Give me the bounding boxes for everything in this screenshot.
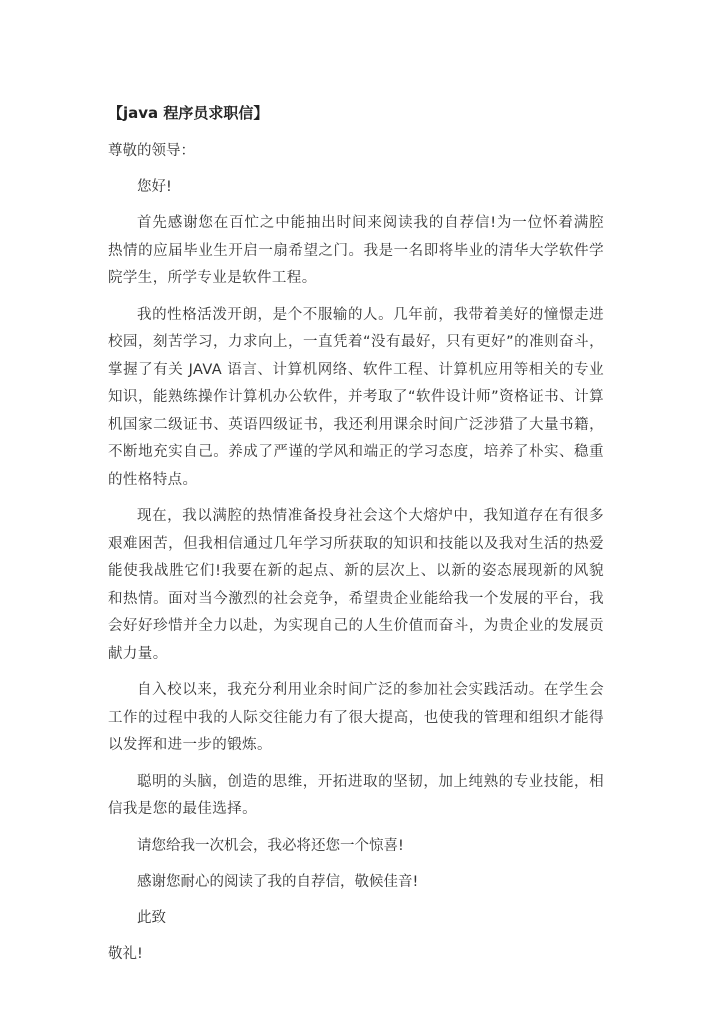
thanks-line: 感谢您耐心的阅读了我的自荐信，敬候佳音! (137, 873, 419, 890)
letter-page (108, 100, 604, 967)
salutation: 尊敬的领导： (108, 143, 195, 159)
paragraph-aspiration: 现在，我以满腔的热情准备投身社会这个大熔炉中，我知道存在有很多艰难困苦，但我相信通过几年学习所获取的知识和技能以及我对生活的热爱能使我战胜它们!我要在新的起点、新的层次上、以新的姿态展现新的风貌和热情。面对当今激烈的社会竞争，希望贵企业能给我一个发展的平台，我会好好珍惜并全力以赴，为实现自己的人生价值而奋斗，为贵企业的发展贡献力量。 (108, 508, 604, 662)
paragraph-activities: 自入校以来，我充分利用业余时间广泛的参加社会实践活动。在学生会工作的过程中我的人际交往能力有了很大提高，也使我的管理和组织才能得以发挥和进一步的锻炼。 (108, 682, 604, 753)
greeting: 您好! (137, 179, 172, 195)
paragraph-intro: 首先感谢您在百忙之中能抽出时间来阅读我的自荐信!为一位怀着满腔热情的应届毕业生开启一扇希望之门。我是一名即将毕业的清华大学软件学院学生，所学专业是软件工程。 (108, 215, 604, 286)
letter-title: 【java 程序员求职信】 (108, 104, 269, 122)
request-line: 请您给我一次机会，我必将还您一个惊喜! (137, 837, 404, 854)
closing-jing-li: 敬礼! (108, 945, 143, 962)
paragraph-personality: 我的性格活泼开朗，是个不服输的人。几年前，我带着美好的憧憬走进校园，刻苦学习，力求向上，一直凭着“没有最好，只有更好”的准则奋斗，掌握了有关 JAVA 语言、计算机网络、软件工程、计算机应用等相关的专业知识，能熟练操作计算机办公软件，并考取了“软件设计师”资格证书、计算机国家二级证书、英语四级证书，我还利用课余时间广泛涉猎了大量书籍，不断地充实自己。养成了严谨的学风和端正的学习态度，培养了朴实、稳重的性格特点。 (108, 306, 604, 488)
closing-ci-zhi: 此致 (137, 909, 166, 926)
paragraph-summary: 聪明的头脑，创造的思维，开拓进取的坚韧，加上纯熟的专业技能，相信我是您的最佳选择。 (108, 773, 604, 817)
